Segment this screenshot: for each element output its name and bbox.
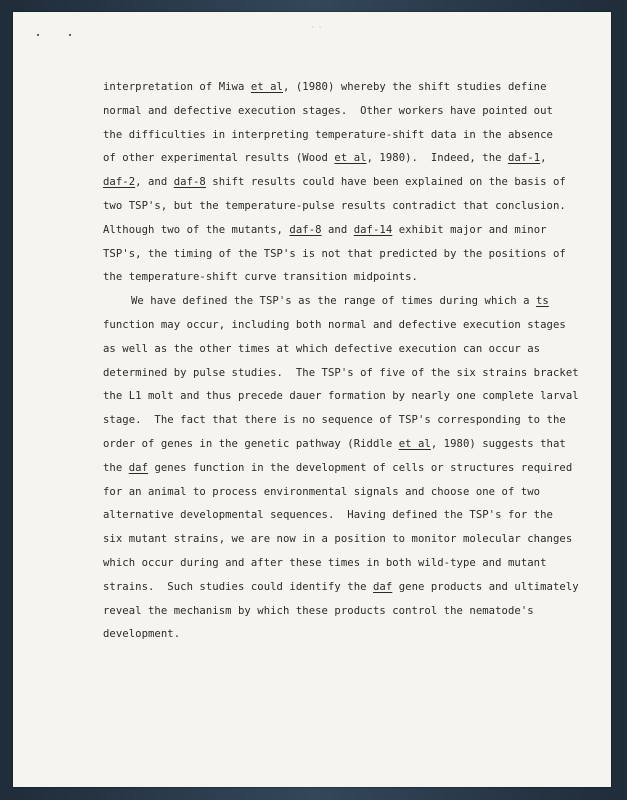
text-segment: , 1980) suggests that <box>430 437 566 450</box>
text-segment: the temperature-shift curve transition midpoints. <box>103 271 418 284</box>
text-line <box>103 338 563 362</box>
text-segment: reveal the mechanism by which these products control the nematode's <box>103 604 534 617</box>
text-segment: exhibit major and minor <box>392 223 547 236</box>
text-segment: determined by pulse studies. The TSP's of five of the six strains bracket <box>103 366 579 379</box>
paragraph-2 <box>103 290 579 647</box>
text-segment: , and <box>135 176 174 189</box>
top-mark: · · <box>311 24 322 31</box>
text-line <box>103 219 563 243</box>
underlined-term: daf-8 <box>173 176 206 189</box>
body-text <box>103 76 579 647</box>
text-line <box>103 528 573 552</box>
text-segment: six mutant strains, we are now in a position to monitor molecular changes <box>103 533 573 546</box>
text-line <box>103 600 563 624</box>
text-segment: TSP's, the timing of the TSP's is not that predicted by the positions of <box>103 247 566 260</box>
underlined-term: et al <box>334 152 367 165</box>
text-line <box>103 481 563 505</box>
underlined-term: ts <box>535 295 549 308</box>
text-segment: the L1 molt and thus precede dauer formation by nearly one complete larval <box>103 390 579 403</box>
text-line <box>103 362 579 386</box>
text-segment: shift results could have been explained on the basis of <box>205 176 566 189</box>
text-segment: interpretation of Miwa <box>103 81 251 93</box>
text-segment: gene products and ultimately <box>392 580 579 593</box>
text-segment: function may occur, including both normal and defective execution stages <box>103 318 566 331</box>
text-segment: genes function in the development of cells or structures required <box>148 461 573 474</box>
text-segment: as well as the other times at which defective execution can occur as <box>103 342 541 355</box>
underlined-term: daf <box>372 580 393 593</box>
text-segment: strains. Such studies could identify the <box>103 580 373 593</box>
text-line <box>103 290 563 314</box>
text-line <box>103 266 563 290</box>
text-segment: development. <box>103 628 181 641</box>
text-segment: , (1980) whereby the shift studies define <box>282 81 547 93</box>
text-segment: for an animal to process environmental signals and choose one of two <box>103 485 541 498</box>
document-page <box>13 12 611 787</box>
text-line <box>103 171 566 195</box>
text-line <box>103 147 563 171</box>
text-segment: two TSP's, but the temperature-pulse results contradict that conclusion. <box>103 199 566 212</box>
text-line <box>103 195 566 219</box>
paragraph-1 <box>103 76 566 290</box>
text-line <box>103 76 563 100</box>
text-segment: which occur during and after these times in both wild-type and mutant <box>103 556 547 569</box>
paper-speck <box>37 34 39 36</box>
paper-speck <box>69 34 71 36</box>
underlined-term: daf <box>128 461 149 474</box>
text-segment: stage. The fact that there is no sequence of TSP's corresponding to the <box>103 414 566 427</box>
text-line <box>103 100 563 124</box>
text-segment: , 1980). Indeed, the <box>366 152 508 165</box>
underlined-term: et al <box>250 81 283 93</box>
text-line <box>103 243 566 267</box>
text-line <box>103 124 563 148</box>
text-line <box>103 576 579 600</box>
text-segment: normal and defective execution stages. Other workers have pointed out <box>103 104 553 117</box>
text-line <box>103 314 566 338</box>
text-segment: of other experimental results (Wood <box>103 152 335 165</box>
text-segment: order of genes in the genetic pathway (Riddle <box>103 437 399 450</box>
text-line <box>103 385 579 409</box>
text-segment: and <box>321 223 354 236</box>
text-segment: Although two of the mutants, <box>103 223 290 236</box>
text-line <box>103 552 563 576</box>
text-segment: the <box>103 461 129 474</box>
text-segment: , <box>540 152 547 165</box>
underlined-term: daf-8 <box>289 223 322 236</box>
text-line <box>103 433 566 457</box>
text-line <box>103 409 566 433</box>
underlined-term: daf-14 <box>353 223 393 236</box>
underlined-term: et al <box>398 437 431 450</box>
underlined-term: daf-2 <box>103 176 136 189</box>
text-line <box>103 457 573 481</box>
text-segment: We have defined the TSP's as the range of times during which a <box>131 295 536 308</box>
text-segment: the difficulties in interpreting temperature-shift data in the absence <box>103 128 553 141</box>
underlined-term: daf-1 <box>507 152 541 165</box>
text-line <box>103 504 563 528</box>
text-segment: alternative developmental sequences. Having defined the TSP's for the <box>103 509 553 522</box>
text-line <box>103 623 563 647</box>
